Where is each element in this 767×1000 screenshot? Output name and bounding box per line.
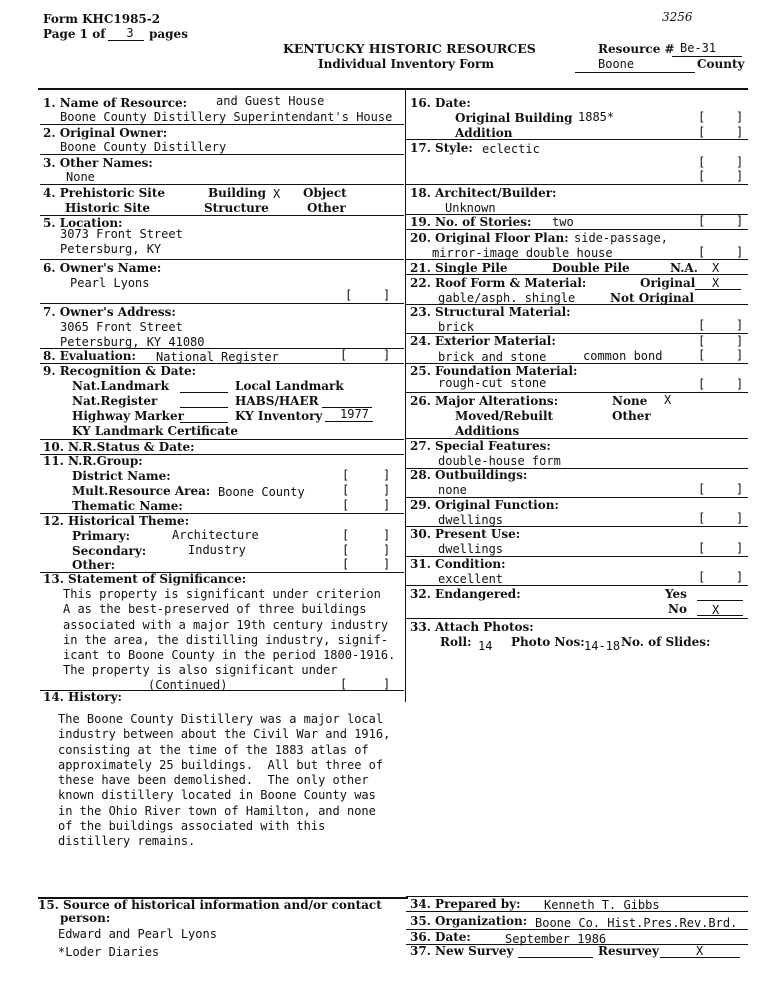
field-19-label: 19. No. of Stories:: [410, 215, 532, 229]
field-4-structure-label: Structure: [204, 201, 269, 215]
field-16-label: 16. Date:: [410, 96, 471, 110]
field-22-value: gable/asph. shingle: [438, 291, 576, 305]
field-7-label: 7. Owner's Address:: [43, 305, 176, 319]
field-9-nat-landmark: Nat.Landmark: [72, 379, 169, 393]
field-9-nat-register: Nat.Register: [72, 394, 158, 408]
field-26-other: Other: [612, 409, 651, 423]
field-8-label: 8. Evaluation:: [43, 349, 136, 363]
field-17-bracket-close-2: ]: [736, 169, 744, 183]
field-34-label: 34. Prepared by:: [410, 897, 521, 911]
field-16-original-label: Original Building: [455, 111, 573, 125]
field-33-slides: No. of Slides:: [621, 635, 711, 649]
field-24-bracket-open-1: [: [698, 334, 706, 348]
field-17-bracket-open-2: [: [698, 169, 706, 183]
field-29-bracket-open: [: [698, 511, 706, 525]
field-11-thematic-bracket-open: [: [342, 498, 350, 512]
field-26-label: 26. Major Alterations:: [410, 394, 559, 408]
field-9-label: 9. Recognition & Date:: [43, 364, 197, 378]
field-5-underline: [40, 259, 404, 260]
field-11-thematic-bracket-close: ]: [383, 498, 391, 512]
field-16-original-bracket-close: ]: [736, 110, 744, 124]
field-34-value: Kenneth T. Gibbs: [544, 898, 660, 912]
field-16-addition-bracket-close: ]: [736, 125, 744, 139]
field-16-underline: [406, 139, 748, 140]
field-12-primary-bracket-close: ]: [383, 528, 391, 542]
field-23-label: 23. Structural Material:: [410, 305, 571, 319]
field-26-none: None: [612, 394, 648, 408]
field-30-bracket-close: ]: [736, 541, 744, 555]
field-9-highway-line: [180, 422, 228, 423]
field-16-original-value: 1885*: [578, 110, 615, 124]
field-28-label: 28. Outbuildings:: [410, 468, 528, 482]
field-17-bracket-close-1: ]: [736, 155, 744, 169]
page-prefix: Page 1 of: [43, 27, 106, 41]
field-31-bracket-close: ]: [736, 570, 744, 584]
field-12-other-bracket-open: [: [342, 557, 350, 571]
field-31-bracket-open: [: [698, 570, 706, 584]
field-15-label-line2: person:: [60, 911, 111, 925]
field-9-highway: Highway Marker: [72, 409, 184, 423]
field-18-label: 18. Architect/Builder:: [410, 186, 557, 200]
field-4-building-mark: X: [273, 187, 281, 201]
field-8-value: National Register: [156, 350, 279, 364]
field-15-label-line1: 15. Source of historical information and/or contact: [38, 898, 382, 912]
field-5-line1: 3073 Front Street: [60, 227, 183, 241]
field-20-value-line2: mirror-image double house: [432, 246, 613, 260]
resource-value: Be-31: [680, 41, 717, 55]
field-13-bracket-open: [: [340, 677, 348, 691]
field-37-new-survey-line: [518, 957, 593, 958]
field-35-value: Boone Co. Hist.Pres.Rev.Brd.: [535, 916, 738, 930]
field-24-bracket-close-1: ]: [736, 334, 744, 348]
field-11-label: 11. N.R.Group:: [43, 454, 143, 468]
field-13-bracket-close: ]: [383, 677, 391, 691]
field-25-underline: [406, 392, 748, 393]
field-37-resurvey: Resurvey: [598, 944, 659, 958]
field-33-photo: Photo Nos:: [511, 635, 585, 649]
field-34-underline: [406, 911, 748, 912]
field-2-label: 2. Original Owner:: [43, 126, 168, 140]
field-7-line2: Petersburg, KY 41080: [60, 335, 205, 349]
field-17-label: 17. Style:: [410, 141, 473, 155]
field-22-not-original: Not Original: [610, 291, 695, 305]
field-24-bracket-open-2: [: [698, 348, 706, 362]
field-12-secondary-bracket-open: [: [342, 543, 350, 557]
field-26-none-mark: X: [664, 393, 672, 407]
field-33-roll: Roll:: [440, 635, 472, 649]
field-16-addition-bracket-open: [: [698, 125, 706, 139]
field-23-bracket-close: ]: [736, 318, 744, 332]
page-total: 3: [126, 26, 134, 40]
field-23-value: brick: [438, 320, 475, 334]
field-29-label: 29. Original Function:: [410, 498, 559, 512]
field-36-value: September 1986: [505, 932, 607, 946]
field-19-underline: [406, 229, 748, 230]
field-5-line2: Petersburg, KY: [60, 242, 162, 256]
field-32-yes-line: [697, 600, 743, 601]
field-3-label: 3. Other Names:: [43, 156, 153, 170]
field-1-underline: [40, 124, 404, 125]
field-28-value: none: [438, 483, 467, 497]
field-11-district-bracket-open: [: [342, 468, 350, 482]
field-17-bracket-open-1: [: [698, 155, 706, 169]
field-12-label: 12. Historical Theme:: [43, 514, 190, 528]
field-22-original-line: [695, 289, 741, 290]
county-label: County: [697, 57, 745, 71]
field-22-label: 22. Roof Form & Material:: [410, 276, 587, 290]
field-20-bracket-close: ]: [736, 245, 744, 259]
field-31-label: 31. Condition:: [410, 557, 506, 571]
column-divider: [405, 90, 406, 702]
field-32-no-mark: X: [712, 603, 720, 617]
field-16-original-bracket-open: [: [698, 110, 706, 124]
field-33-roll-value: 14: [478, 639, 493, 653]
field-26-additions: Additions: [455, 424, 520, 438]
field-23-bracket-open: [: [698, 318, 706, 332]
field-20-label: 20. Original Floor Plan:: [410, 231, 569, 245]
field-20-bracket-open: [: [698, 245, 706, 259]
field-37-resurvey-mark: X: [696, 944, 704, 958]
field-31-underline: [406, 585, 748, 586]
field-11-thematic: Thematic Name:: [72, 499, 183, 513]
field-14-label: 14. History:: [43, 690, 122, 704]
field-24-label: 24. Exterior Material:: [410, 334, 556, 348]
field-33-label: 33. Attach Photos:: [410, 620, 534, 634]
field-9-nat-landmark-line: [180, 392, 228, 393]
field-20-value-line1: side-passage,: [574, 231, 668, 245]
field-22-original-mark: X: [712, 276, 720, 290]
field-12-primary-bracket-open: [: [342, 528, 350, 542]
history-text: The Boone County Distillery was a major local industry between about the Civil War and 1916, consisting at the time of the 1883 atlas of approximately 25 buildings. All but three of these have been demolished. The only other known distillery located in Boone County was in the Ohio River town of Hamilton, and none of the buildings associated with this distillery remains.: [58, 712, 391, 849]
field-31-value: excellent: [438, 572, 504, 586]
field-11-mult-bracket-open: [: [342, 483, 350, 497]
field-4-prehistoric-label: 4. Prehistoric Site: [43, 186, 166, 200]
significance-text: This property is significant under criterion A as the best-preserved of three buildings associated with a major 19th century industry in the area, the distilling industry, signif- icant to Boone County in the period 1800-1916. The property is also significant under: [63, 587, 396, 678]
field-12-secondary: Secondary:: [72, 544, 147, 558]
field-9-ky-inventory-line: [325, 421, 373, 422]
field-11-district: District Name:: [72, 469, 171, 483]
field-28-bracket-close: ]: [736, 482, 744, 496]
field-32-yes: Yes: [665, 587, 687, 601]
field-11-mult-bracket-close: ]: [383, 483, 391, 497]
field-11-mult: Mult.Resource Area:: [72, 484, 211, 498]
field-32-no: No: [668, 602, 687, 616]
field-25-bracket-close: ]: [736, 377, 744, 391]
field-4-historic-label: Historic Site: [65, 201, 150, 215]
field-19-bracket-close: ]: [736, 214, 744, 228]
field-3-underline: [40, 184, 404, 185]
field-24-bracket-close-2: ]: [736, 348, 744, 362]
field-32-underline: [406, 618, 748, 619]
field-9-ky-inventory: KY Inventory: [235, 409, 323, 423]
field-12-primary-value: Architecture: [172, 528, 259, 542]
field-21-underline: [406, 274, 748, 275]
field-2-value: Boone County Distillery: [60, 140, 227, 154]
field-30-value: dwellings: [438, 542, 504, 556]
field-37-label: 37. New Survey: [410, 944, 514, 958]
field-24-value: brick and stone: [438, 350, 547, 364]
field-1-label: 1. Name of Resource:: [43, 96, 188, 110]
field-1-value-line1: and Guest House: [216, 94, 325, 108]
field-19-bracket-open: [: [698, 214, 706, 228]
form-subtitle: Individual Inventory Form: [318, 57, 495, 71]
field-25-label: 25. Foundation Material:: [410, 364, 578, 378]
field-12-secondary-value: Industry: [188, 543, 246, 557]
field-25-bracket-open: [: [698, 377, 706, 391]
field-11-mult-value: Boone County: [218, 485, 305, 499]
field-28-bracket-open: [: [698, 482, 706, 496]
page-total-underline: [108, 40, 144, 41]
field-6-label: 6. Owner's Name:: [43, 261, 162, 275]
field-6-value: Pearl Lyons: [70, 276, 150, 290]
resource-label: Resource #: [598, 42, 675, 56]
field-27-label: 27. Special Features:: [410, 439, 551, 453]
field-17-underline: [406, 184, 748, 185]
field-21-label: 21. Single Pile: [410, 261, 508, 275]
field-4-object-label: Object: [303, 186, 347, 200]
header-rule: [38, 88, 748, 90]
field-7-line1: 3065 Front Street: [60, 320, 183, 334]
field-6-bracket-open: [: [345, 288, 353, 302]
field-16-addition-label: Addition: [455, 126, 513, 140]
field-29-bracket-close: ]: [736, 511, 744, 525]
field-27-value: double-house form: [438, 454, 561, 468]
field-5-label: 5. Location:: [43, 216, 123, 230]
field-17-value: eclectic: [482, 142, 540, 156]
field-32-label: 32. Endangered:: [410, 587, 521, 601]
field-3-value: None: [66, 170, 95, 184]
field-10-label: 10. N.R.Status & Date:: [43, 440, 195, 454]
page-suffix: pages: [149, 27, 188, 41]
field-1-value-line2: Boone County Distillery Superintendant's House: [60, 110, 393, 124]
field-12-primary: Primary:: [72, 529, 131, 543]
field-36-label: 36. Date:: [410, 930, 471, 944]
county-underline: [575, 72, 695, 73]
field-11-district-bracket-close: ]: [383, 468, 391, 482]
field-6-underline: [40, 303, 404, 304]
field-26-moved: Moved/Rebuilt: [455, 409, 554, 423]
field-4-other-label: Other: [307, 201, 346, 215]
field-8-bracket-close: ]: [383, 348, 391, 362]
field-18-value: Unknown: [445, 201, 496, 215]
field-24-value2: common bond: [583, 349, 663, 363]
county-value: Boone: [598, 57, 635, 71]
field-21-double-pile: Double Pile: [552, 261, 630, 275]
field-20-underline: [406, 259, 748, 260]
field-4-building-label: Building: [208, 186, 267, 200]
field-25-value: rough-cut stone: [438, 376, 547, 390]
field-15-line2: *Loder Diaries: [58, 945, 160, 959]
field-21-na: N.A.: [670, 261, 698, 275]
field-8-bracket-open: [: [340, 348, 348, 362]
field-37-resurvey-line: [660, 957, 740, 958]
field-9-habs: HABS/HAER: [235, 394, 319, 408]
field-9-nat-register-line: [180, 407, 228, 408]
field-6-bracket-close: ]: [383, 288, 391, 302]
field-29-value: dwellings: [438, 513, 504, 527]
field-15-line1: Edward and Pearl Lyons: [58, 927, 217, 941]
field-33-photo-value: 14-18: [584, 639, 621, 653]
form-number: Form KHC1985-2: [43, 12, 161, 26]
field-12-secondary-bracket-close: ]: [383, 543, 391, 557]
significance-continued: (Continued): [148, 678, 228, 692]
field-9-local-landmark: Local Landmark: [235, 379, 344, 393]
field-35-label: 35. Organization:: [410, 914, 528, 928]
handwritten-number: 3256: [662, 10, 693, 24]
field-12-other-bracket-close: ]: [383, 557, 391, 571]
field-32-no-line: [697, 615, 743, 616]
field-21-na-mark: X: [712, 261, 720, 275]
field-19-value: two: [552, 215, 574, 229]
field-13-label: 13. Statement of Significance:: [43, 572, 247, 586]
field-12-other: Other:: [72, 558, 116, 572]
field-30-label: 30. Present Use:: [410, 527, 521, 541]
field-9-ky-landmark: KY Landmark Certificate: [72, 424, 239, 438]
field-30-bracket-open: [: [698, 541, 706, 555]
field-9-ky-inventory-year: 1977: [340, 407, 369, 421]
field-2-underline: [40, 154, 404, 155]
field-22-original: Original: [640, 276, 696, 290]
form-title: KENTUCKY HISTORIC RESOURCES: [283, 41, 536, 56]
